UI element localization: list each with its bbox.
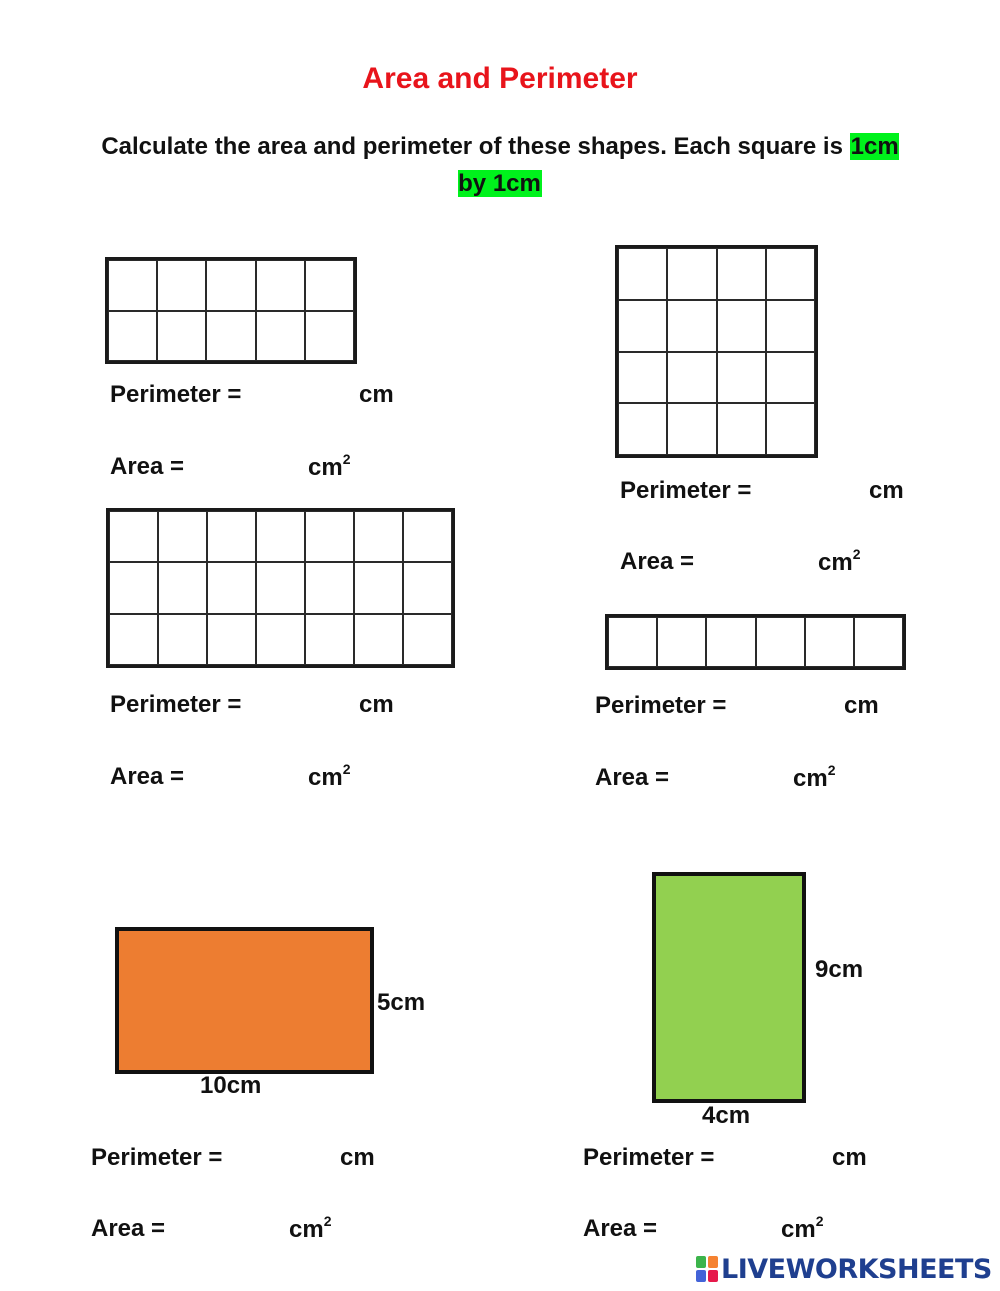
dimension-label-6-width: 4cm [702, 1102, 751, 1129]
perimeter-label-6: Perimeter = [583, 1144, 715, 1171]
grid-cell [608, 617, 657, 667]
grid-cell [618, 403, 667, 455]
grid-cell [354, 614, 403, 665]
grid-cell [206, 311, 255, 362]
grid-cell [256, 311, 305, 362]
grid-cell [403, 511, 452, 562]
grid-cell [403, 614, 452, 665]
area-unit-5: $cm^2$ [289, 1213, 332, 1243]
area-answer-3[interactable] [195, 763, 304, 783]
grid-cell [717, 352, 766, 404]
area-answer-5[interactable] [176, 1215, 285, 1235]
perimeter-unit-1: cm [359, 381, 394, 408]
perimeter-answer-6[interactable] [731, 1144, 830, 1164]
grid-shape-4x4 [615, 245, 818, 458]
grid-cell [354, 511, 403, 562]
area-label-2: Area = [620, 548, 695, 575]
grid-cell [305, 562, 354, 613]
area-label-6: Area = [583, 1215, 658, 1242]
dimension-label-5-height: 5cm [377, 989, 426, 1016]
perimeter-answer-1[interactable] [258, 381, 357, 401]
grid-cell [256, 260, 305, 311]
grid-cell [667, 248, 716, 300]
grid-cell [667, 300, 716, 352]
grid-cell [805, 617, 854, 667]
grid-cell [207, 562, 256, 613]
grid-cell [158, 562, 207, 613]
grid-cell [157, 311, 206, 362]
grid-cell [109, 562, 158, 613]
grid-cell [207, 511, 256, 562]
grid-cell [756, 617, 805, 667]
dimension-label-5-width: 10cm [200, 1072, 262, 1099]
grid-cell [256, 562, 305, 613]
perimeter-answer-5[interactable] [239, 1144, 338, 1164]
grid-cell [206, 260, 255, 311]
grid-cell [667, 352, 716, 404]
area-answer-4[interactable] [680, 764, 789, 784]
grid-cell [618, 300, 667, 352]
grid-cell [706, 617, 755, 667]
dimension-label-6-height: 9cm [815, 956, 864, 983]
grid-cell [618, 352, 667, 404]
grid-cell [403, 562, 452, 613]
area-label-4: Area = [595, 764, 670, 791]
grid-cell [109, 614, 158, 665]
perimeter-label-1: Perimeter = [110, 381, 242, 408]
grid-cell [717, 248, 766, 300]
page-title: Area and Perimeter [362, 62, 638, 95]
grid-cell [766, 352, 815, 404]
perimeter-unit-4: cm [844, 692, 879, 719]
grid-cell [667, 403, 716, 455]
highlighted-unit-note: 1cm by 1cm [458, 133, 899, 197]
area-unit-2: $cm^2$ [818, 546, 861, 576]
instructions [100, 128, 900, 202]
grid-cell [305, 311, 354, 362]
grid-cell [256, 511, 305, 562]
grid-cell [766, 403, 815, 455]
area-unit-1: $cm^2$ [308, 451, 351, 481]
liveworksheets-logo-text: LIVEWORKSHEETS [721, 1253, 992, 1285]
perimeter-unit-3: cm [359, 691, 394, 718]
perimeter-answer-2[interactable] [768, 477, 867, 497]
grid-shape-6x1 [605, 614, 906, 670]
grid-cell [256, 614, 305, 665]
grid-cell [158, 511, 207, 562]
area-answer-2[interactable] [705, 548, 814, 568]
grid-cell [766, 248, 815, 300]
grid-cell [854, 617, 903, 667]
grid-cell [207, 614, 256, 665]
perimeter-unit-5: cm [340, 1144, 375, 1171]
orange-rectangle [115, 927, 374, 1074]
area-unit-4: $cm^2$ [793, 762, 836, 792]
area-unit-6: $cm^2$ [781, 1213, 824, 1243]
grid-cell [108, 311, 157, 362]
perimeter-label-4: Perimeter = [595, 692, 727, 719]
area-answer-6[interactable] [668, 1215, 777, 1235]
area-label-3: Area = [110, 763, 185, 790]
grid-cell [305, 511, 354, 562]
area-answer-1[interactable] [195, 453, 304, 473]
perimeter-label-3: Perimeter = [110, 691, 242, 718]
grid-cell [108, 260, 157, 311]
perimeter-answer-3[interactable] [258, 691, 357, 711]
perimeter-answer-4[interactable] [743, 692, 842, 712]
liveworksheets-logo-icon [696, 1256, 718, 1282]
area-unit-3: $cm^2$ [308, 761, 351, 791]
grid-cell [766, 300, 815, 352]
grid-cell [717, 300, 766, 352]
perimeter-unit-6: cm [832, 1144, 867, 1171]
perimeter-unit-2: cm [869, 477, 904, 504]
green-rectangle [652, 872, 806, 1103]
grid-cell [657, 617, 706, 667]
grid-cell [158, 614, 207, 665]
liveworksheets-logo[interactable] [696, 1252, 992, 1286]
grid-cell [717, 403, 766, 455]
grid-shape-7x3 [106, 508, 455, 668]
area-label-5: Area = [91, 1215, 166, 1242]
perimeter-label-5: Perimeter = [91, 1144, 223, 1171]
grid-cell [109, 511, 158, 562]
perimeter-label-2: Perimeter = [620, 477, 752, 504]
grid-shape-5x2 [105, 257, 357, 364]
grid-cell [157, 260, 206, 311]
grid-cell [305, 260, 354, 311]
grid-cell [354, 562, 403, 613]
grid-cell [618, 248, 667, 300]
instructions-text: Calculate the area and perimeter of these shapes. Each square is [101, 133, 843, 160]
grid-cell [305, 614, 354, 665]
area-label-1: Area = [110, 453, 185, 480]
